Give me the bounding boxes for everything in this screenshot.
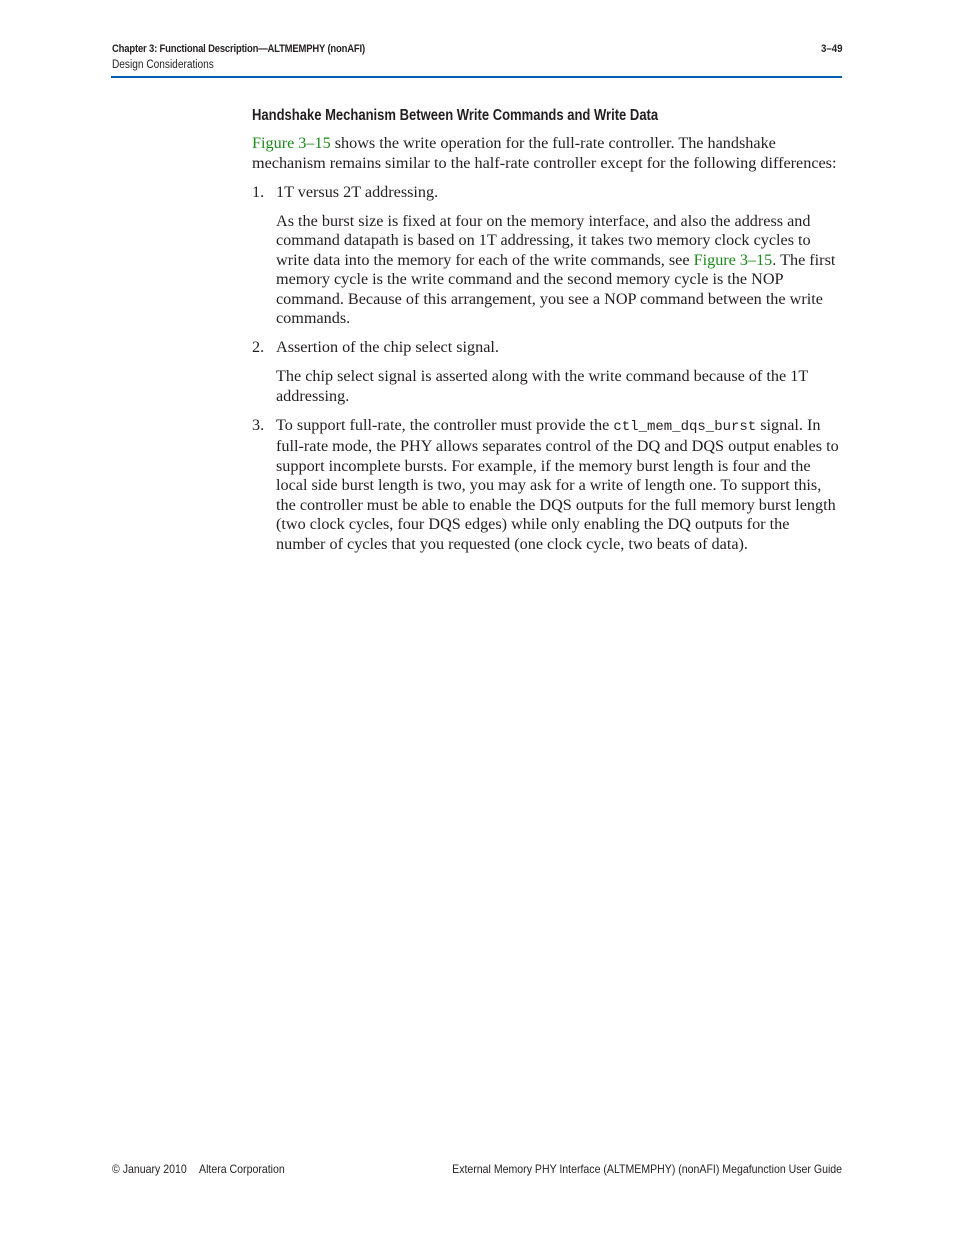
list-number: 1.	[252, 182, 265, 201]
page-number: 3–49	[820, 43, 842, 55]
footer-guide-title: External Memory PHY Interface (ALTMEMPHY) (nonAFI) Megafunction User Guide	[452, 1162, 842, 1176]
chapter-title: Chapter 3: Functional Description—ALTMEMPHY (nonAFI)	[112, 43, 365, 55]
figure-link[interactable]: Figure 3–15	[252, 134, 331, 152]
intro-paragraph: Figure 3–15 shows the write operation for the full-rate controller. The handshake mechanism remains similar to the half-rate controller except for the following differences:	[252, 134, 837, 172]
list-item	[252, 183, 842, 329]
list-item	[252, 338, 842, 406]
section-name: Design Considerations	[112, 59, 214, 71]
list-item-heading: Assertion of the chip select signal.	[276, 338, 499, 356]
list-item	[252, 416, 842, 555]
list-item-paragraph: To support full-rate, the controller must provide the ctl_mem_dqs_burst signal. In full-rate mode, the PHY allows separates control of the DQ and DQS output enables to support incomplete bursts. For example, if the memory burst length is four and the local side burst length is two, you may ask for a write of length one. To support this, the controller must be able to enable the DQS outputs for the full memory burst length (two clock cycles, four DQS edges) while only enabling the DQ outputs for the number of cycles that you requested (one clock cycle, two beats of data).	[276, 415, 839, 553]
body-content	[252, 134, 842, 554]
copyright: © January 2010	[112, 1162, 187, 1176]
header-rule	[111, 76, 842, 78]
footer-left	[112, 1162, 285, 1176]
section-heading: Handshake Mechanism Between Write Commands and Write Data	[252, 107, 659, 124]
figure-link[interactable]: Figure 3–15	[693, 250, 773, 269]
list-item-heading: 1T versus 2T addressing.	[276, 182, 439, 201]
company-name: Altera Corporation	[199, 1162, 285, 1176]
list-item-paragraph: The chip select signal is asserted along with the write command because of the 1T addressing.	[276, 367, 808, 405]
list-item-paragraph: As the burst size is fixed at four on the memory interface, and also the address and command datapath is based on 1T addressing, it takes two memory clock cycles to write data into the memory for each of the write commands, see Figure 3–15. The first memory cycle is the write command and the second memory cycle is the NOP command. Because of this arrangement, you see a NOP command between the write commands.	[276, 211, 836, 327]
list-number: 3.	[252, 415, 265, 434]
signal-name-code: ctl_mem_dqs_burst	[613, 418, 757, 435]
list-number: 2.	[252, 338, 265, 356]
